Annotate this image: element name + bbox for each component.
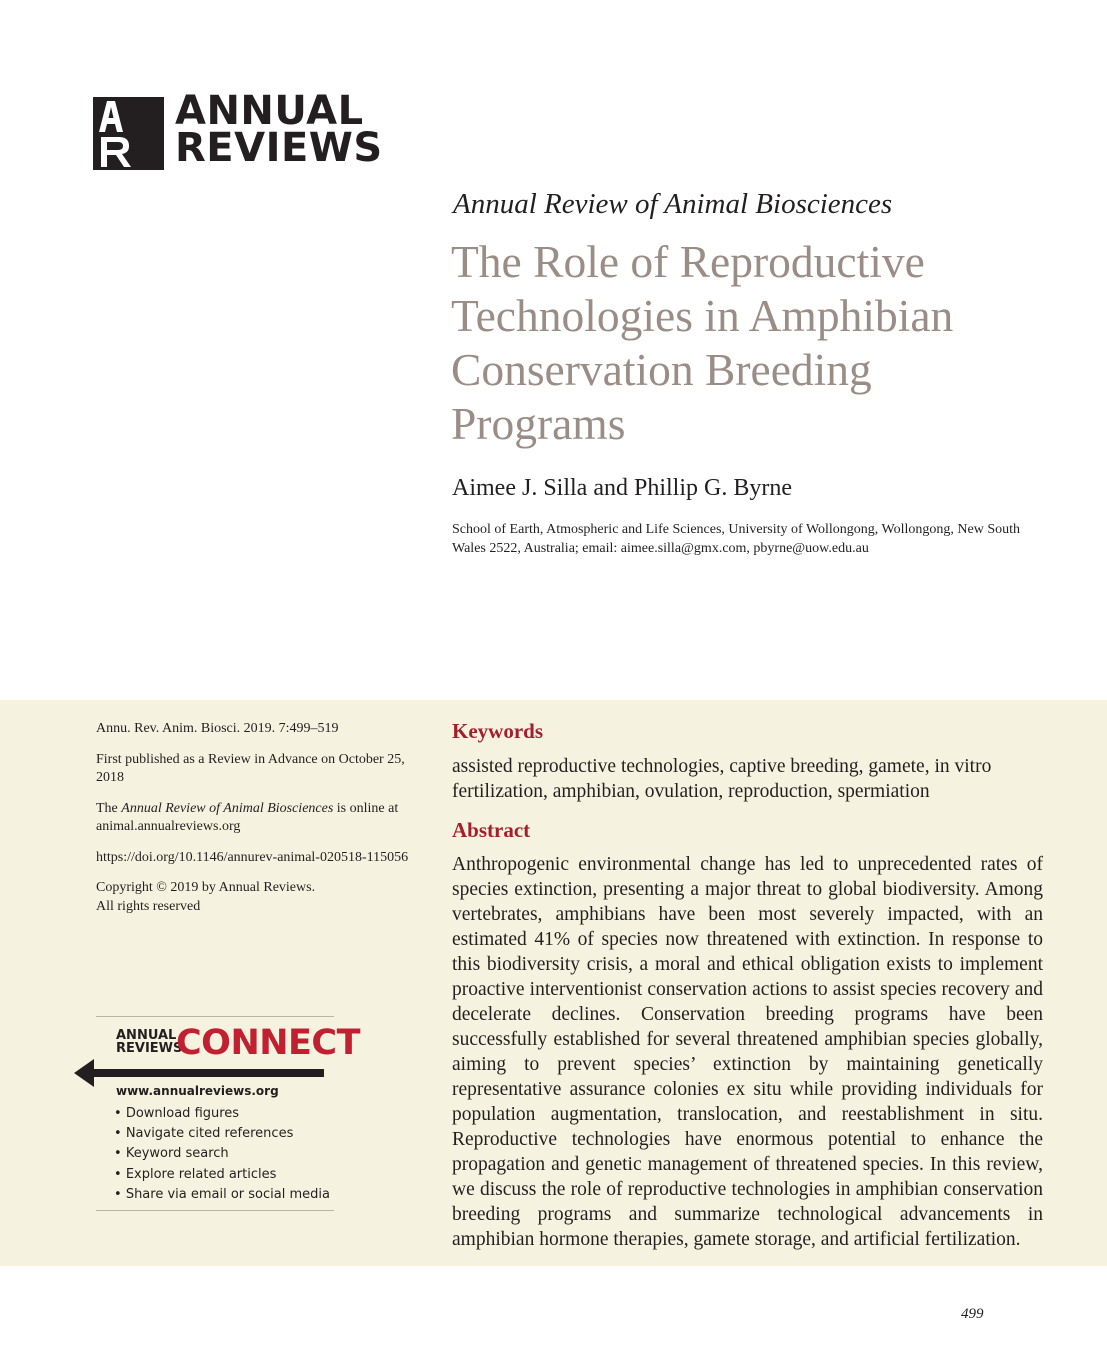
affiliation: School of Earth, Atmospheric and Life Sciences, University of Wollongong, Wollongong, New South Wales 2522, Australia; email: aimee.silla@gmx.com, pbyrne@uow.edu.au — [452, 522, 1021, 556]
journal-name: Annual Review of Animal Biosciences — [453, 188, 893, 220]
keywords-text: assisted reproductive technologies, captive breeding, gamete, in vitro fertilization, amphibian, ovulation, reproduction, spermiation — [452, 756, 992, 802]
list-item: • Explore related articles — [114, 1165, 330, 1185]
online-prefix: The — [96, 800, 122, 816]
online-info — [96, 800, 416, 837]
abstract-heading: Abstract — [452, 818, 531, 842]
abstract-text: Anthropogenic environmental change has led to unprecedented rates of species extinction, presenting a major threat to global biodiversity. Among vertebrates, amphibians have been most severely impacted, with an estimated 41% of species now threatened with extinction. In response to this biodiversity crisis, a moral and ethical obligation exists to implement proactive interventionist conservation actions to assist species recovery and decelerate declines. Conservation breeding programs have been successfully established for several threatened amphibian species globally, aiming to prevent species’ extinction by maintaining genetically representative assurance colonies ex situ while providing individuals for population augmentation, translocation, and reestablishment in situ. Reproductive technologies have enormous potential to enhance the propagation and genetic management of threatened species. In this review, we discuss the role of reproductive technologies in amphibian conservation breeding programs and summarize technological advancements in amphibian hormone therapies, gamete storage, and artificial fertilization. — [452, 854, 1043, 1250]
copyright — [96, 879, 416, 916]
logo-line-reviews: REVIEWS — [175, 125, 383, 171]
logo-line-annual: ANNUAL — [175, 88, 364, 134]
article-title: The Role of Reproductive Technologies in Amphibian Conservation Breeding Programs — [451, 236, 954, 449]
online-suffix: is online at animal.annualreviews.org — [96, 800, 399, 834]
online-journal: Annual Review of Animal Biosciences — [121, 800, 334, 816]
page-number: 499 — [961, 1306, 984, 1322]
citation: Annu. Rev. Anim. Biosci. 2019. 7:499–519 — [96, 721, 339, 736]
first-published: First published as a Review in Advance on October 25, 2018 — [96, 751, 405, 785]
connect-top-rule — [96, 1016, 334, 1017]
rights-line: All rights reserved — [96, 898, 201, 914]
connect-small-line2: REVIEWS — [116, 1041, 183, 1056]
list-item: • Navigate cited references — [114, 1124, 330, 1144]
connect-url[interactable]: www.annualreviews.org — [116, 1084, 279, 1098]
ar-monogram-icon — [93, 97, 164, 170]
list-item: • Share via email or social media — [114, 1185, 330, 1205]
annual-reviews-logo — [93, 88, 383, 171]
list-item: • Download figures — [114, 1104, 330, 1124]
logo-wordmark — [175, 88, 383, 171]
connect-small-line1: ANNUAL — [116, 1028, 177, 1043]
connect-wordmark: CONNECT — [176, 1023, 360, 1063]
keywords-heading: Keywords — [452, 719, 543, 743]
annual-reviews-connect-box — [74, 1016, 360, 1212]
list-item: • Keyword search — [114, 1144, 330, 1164]
copyright-line: Copyright © 2019 by Annual Reviews. — [96, 880, 316, 895]
connect-bottom-rule — [96, 1210, 334, 1211]
connect-small-logo — [116, 1029, 182, 1055]
article-metadata — [96, 720, 416, 928]
authors: Aimee J. Silla and Phillip G. Byrne — [452, 475, 792, 501]
connect-feature-list — [114, 1104, 330, 1205]
doi-link[interactable]: https://doi.org/10.1146/annurev-animal-020518-115056 — [96, 849, 409, 865]
